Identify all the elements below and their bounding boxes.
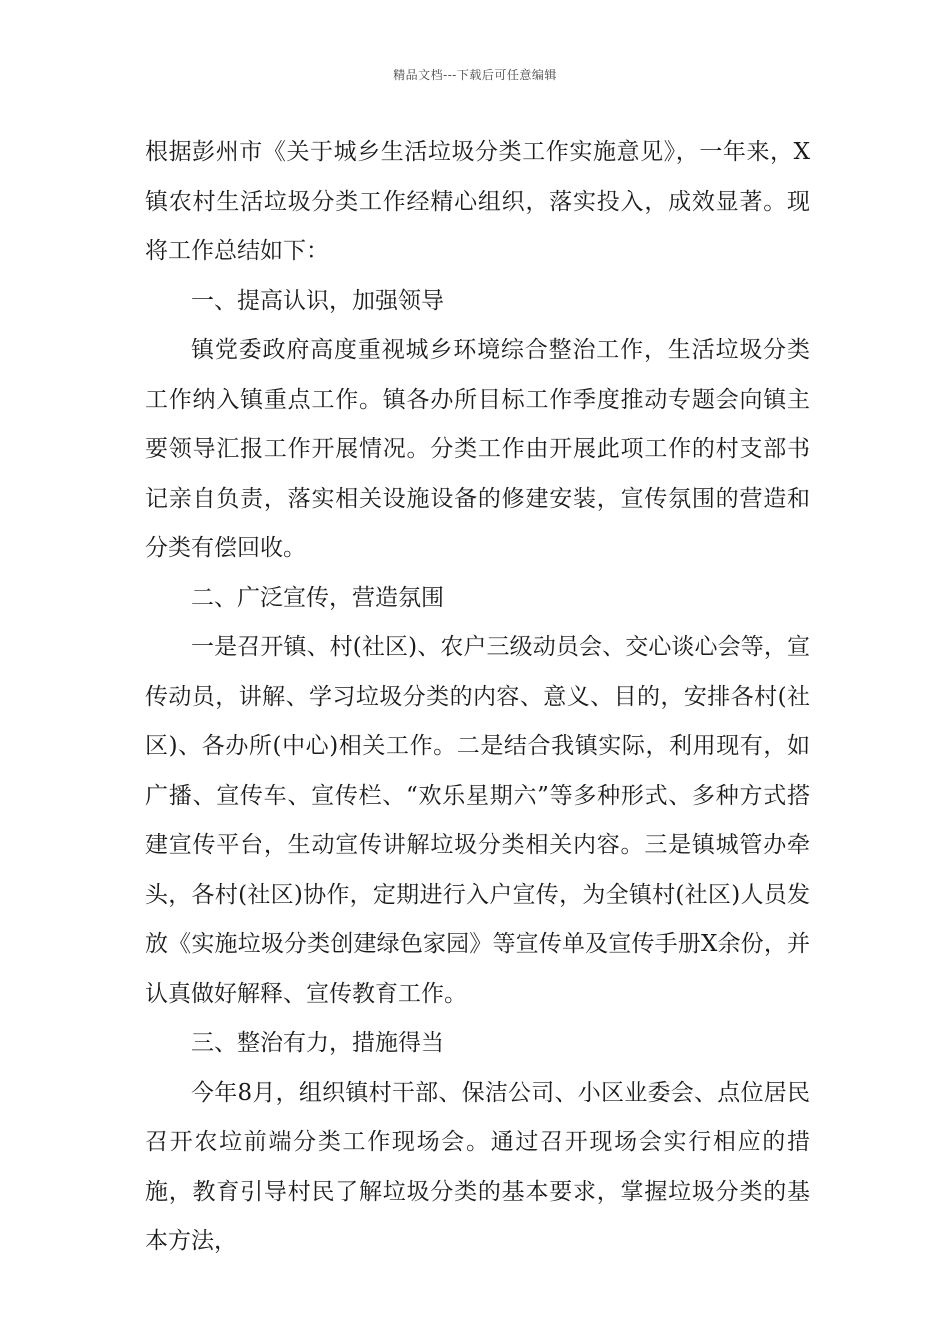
document-body	[145, 128, 810, 1267]
page-header: 精品文档---下载后可任意编辑	[393, 68, 557, 82]
section-2-paragraph: 一是召开镇、村(社区)、农户三级动员会、交心谈心会等，宣传动员，讲解、学习垃圾分类的内容、意义、目的，安排各村(社区)、各办所(中心)相关工作。二是结合我镇实际，利用现有，如广播、宣传车、宣传栏、“欢乐星期六”等多种形式、多种方式搭建宣传平台，生动宣传讲解垃圾分类相关内容。三是镇城管办牵头，各村(社区)协作，定期进行入户宣传，为全镇村(社区)人员发放《实施垃圾分类创建绿色家园》等宣传单及宣传手册X余份，并认真做好解释、宣传教育工作。	[145, 634, 810, 1007]
section-1-heading: 一、提高认识，加强领导	[191, 287, 444, 314]
section-1-paragraph: 镇党委政府高度重视城乡环境综合整治工作，生活垃圾分类工作纳入镇重点工作。镇各办所目标工作季度推动专题会向镇主要领导汇报工作开展情况。分类工作由开展此项工作的村支部书记亲自负责，落实相关设施设备的修建安装，宣传氛围的营造和分类有偿回收。	[145, 337, 810, 561]
section-3-paragraph: 今年8月，组织镇村干部、保洁公司、小区业委会、点位居民召开农垃前端分类工作现场会。通过召开现场会实行相应的措施，教育引导村民了解垃圾分类的基本要求，掌握垃圾分类的基本方法，	[145, 1079, 810, 1254]
section-3-heading: 三、整治有力，措施得当	[191, 1030, 444, 1056]
intro-paragraph: 根据彭州市《关于城乡生活垃圾分类工作实施意见》，一年来，X镇农村生活垃圾分类工作经精心组织，落实投入，成效显著。现将工作总结如下：	[145, 139, 810, 264]
section-2-heading: 二、广泛宣传，营造氛围	[191, 584, 444, 611]
